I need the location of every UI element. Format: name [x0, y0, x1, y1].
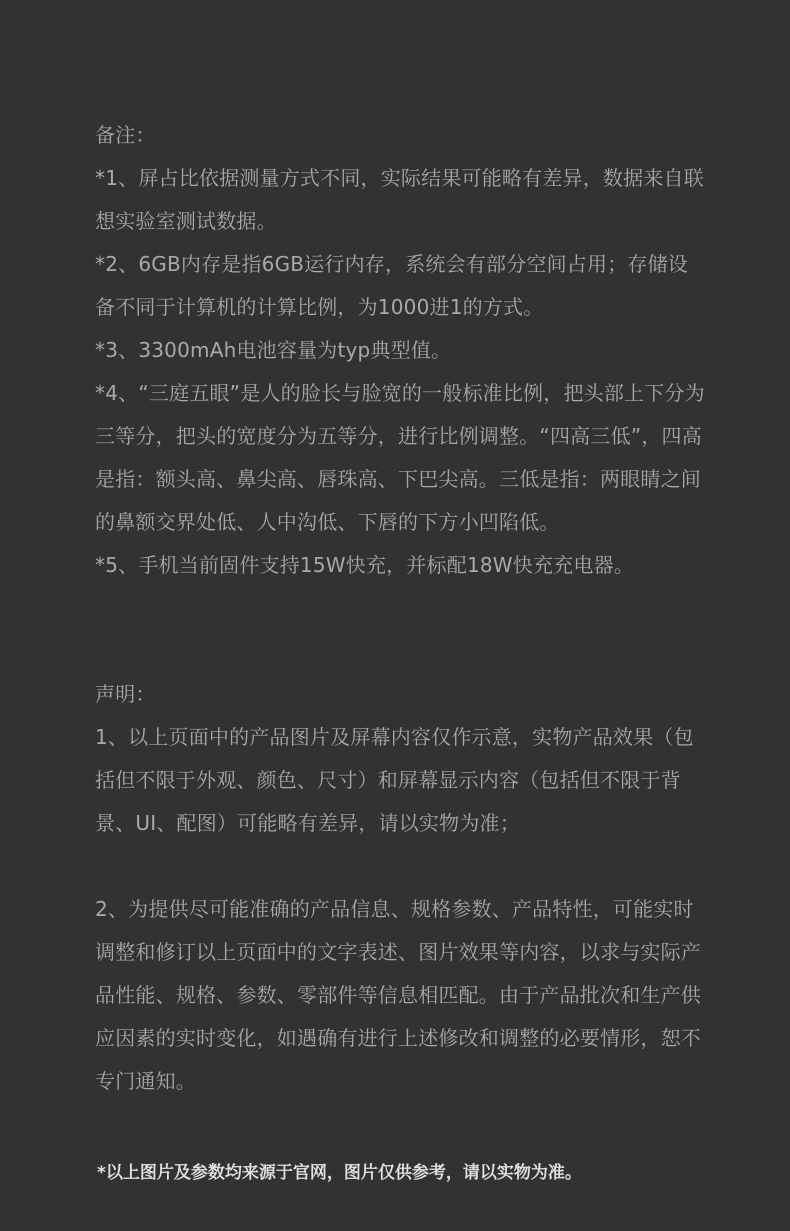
footer-note: *以上图片及参数均来源于官网，图片仅供参考，请以实物为准。 — [97, 1163, 582, 1183]
note-item-3: *3、3300mAh电池容量为typ典型值。 — [95, 338, 452, 362]
section-spacer — [95, 587, 705, 673]
disclaimer-content — [95, 114, 705, 1103]
paragraph-spacer — [95, 845, 705, 888]
note-item-5: *5、手机当前固件支持15W快充，并标配18W快充充电器。 — [95, 553, 634, 577]
statement-item-2: 2、为提供尽可能准确的产品信息、规格参数、产品特性，可能实时调整和修订以上页面中的文字表述、图片效果等内容，以求与实际产品性能、规格、参数、零部件等信息相匹配。由于产品批次和生产供应因素的实时变化，如遇确有进行上述修改和调整的必要情形，恕不专门通知。 — [95, 897, 701, 1093]
note-item-1: *1、屏占比依据测量方式不同，实际结果可能略有差异，数据来自联想实验室测试数据。 — [95, 166, 704, 233]
notes-title: 备注： — [95, 123, 156, 147]
statement-title: 声明： — [95, 682, 156, 706]
note-item-4: *4、“三庭五眼”是人的脸长与脸宽的一般标准比例，把头部上下分为三等分，把头的宽度分为五等分，进行比例调整。“四高三低”，四高是指：额头高、鼻尖高、唇珠高、下巴尖高。三低是指：两眼睛之间的鼻额交界处低、人中沟低、下唇的下方小凹陷低。 — [95, 381, 705, 534]
statement-item-1: 1、以上页面中的产品图片及屏幕内容仅作示意，实物产品效果（包括但不限于外观、颜色、尺寸）和屏幕显示内容（包括但不限于背景、UI、配图）可能略有差异，请以实物为准； — [95, 725, 694, 835]
note-item-2: *2、6GB内存是指6GB运行内存，系统会有部分空间占用；存储设备不同于计算机的计算比例，为1000进1的方式。 — [95, 252, 689, 319]
